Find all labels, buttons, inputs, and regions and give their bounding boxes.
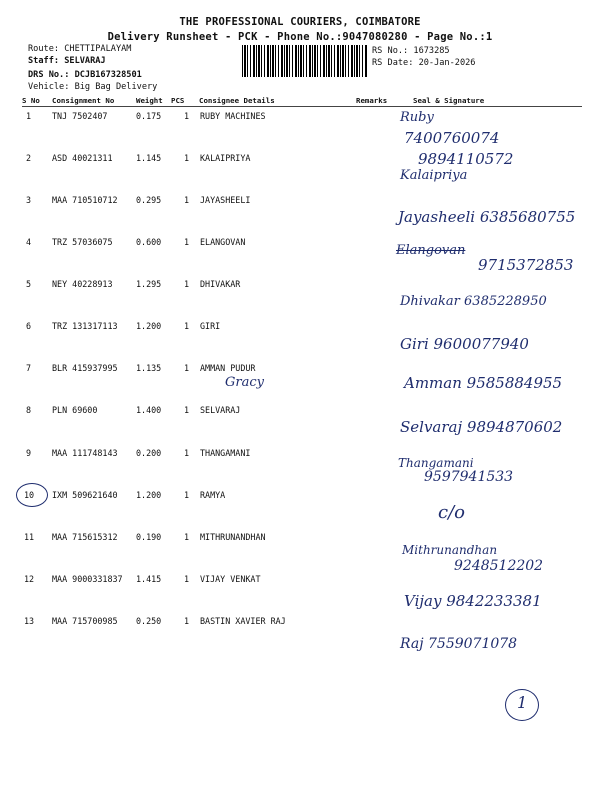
row-sno: 12: [24, 574, 35, 584]
row-sno: 1: [26, 111, 32, 121]
row-pcs: 1: [184, 237, 190, 247]
row-consignee: THANGAMANI: [200, 448, 251, 458]
row-consignment: MAA 715615312: [52, 532, 118, 542]
row-weight: 1.200: [136, 490, 162, 500]
row-sno: 7: [26, 363, 32, 373]
row-consignment: MAA 710510712: [52, 195, 118, 205]
row-pcs: 1: [184, 616, 190, 626]
col-remarks: Remarks: [356, 96, 388, 105]
row-pcs: 1: [184, 490, 190, 500]
row-consignee: RUBY MACHINES: [200, 111, 266, 121]
row-sno: 3: [26, 195, 32, 205]
rs-number: RS No.: 1673285: [372, 46, 450, 56]
row-consignee: GIRI: [200, 321, 221, 331]
row-consignee: SELVARAJ: [200, 405, 241, 415]
row-weight: 0.200: [136, 448, 162, 458]
row-consignee: AMMAN PUDUR: [200, 363, 256, 373]
row-sno: 6: [26, 321, 32, 331]
phone-1: 7400760074: [404, 129, 500, 147]
page-mark-text: 1: [517, 693, 528, 712]
runsheet-subtitle: Delivery Runsheet - PCK - Phone No.:9047080280 - Page No.:1: [107, 31, 493, 43]
row-consignee: KALAIPRIYA: [200, 153, 251, 163]
col-pcs: PCS: [171, 96, 185, 105]
signature-2: Kalaipriya: [400, 168, 468, 183]
signature-8: Selvaraj 9894870602: [400, 418, 563, 436]
row-sno: 13: [24, 616, 35, 626]
row-pcs: 1: [184, 532, 190, 542]
row-pcs: 1: [184, 574, 190, 584]
barcode-image: [242, 45, 368, 77]
row-consignment: TNJ 7502407: [52, 111, 108, 121]
signature-1: Ruby: [400, 110, 434, 125]
row-pcs: 1: [184, 111, 190, 121]
row-weight: 1.295: [136, 279, 162, 289]
row-consignment: PLN 69600: [52, 405, 98, 415]
route-info: Route: CHETTIPALAYAM: [28, 44, 132, 54]
col-weight: Weight: [136, 96, 163, 105]
staff-info: Staff: SELVARAJ: [28, 56, 106, 66]
row-weight: 0.295: [136, 195, 162, 205]
row-pcs: 1: [184, 448, 190, 458]
row-pcs: 1: [184, 405, 190, 415]
row-consignee: ELANGOVAN: [200, 237, 246, 247]
row-consignment: MAA 715700985: [52, 616, 118, 626]
row-weight: 0.250: [136, 616, 162, 626]
row-weight: 1.200: [136, 321, 162, 331]
signature-11: Mithrunandhan: [402, 543, 498, 557]
signature-12: Vijay 9842233381: [404, 592, 542, 610]
row-consignee: BASTIN XAVIER RAJ: [200, 616, 286, 626]
signature-6: Giri 9600077940: [400, 335, 529, 353]
header-rule: [22, 106, 582, 107]
row-weight: 0.175: [136, 111, 162, 121]
row-consignee: RAMYA: [200, 490, 226, 500]
row-consignment: NEY 40228913: [52, 279, 113, 289]
row-consignee: DHIVAKAR: [200, 279, 241, 289]
phone-2: 9894110572: [418, 150, 514, 168]
row-consignment: MAA 111748143: [52, 448, 118, 458]
note-7: Gracy: [225, 375, 264, 390]
row-weight: 1.145: [136, 153, 162, 163]
row-consignment: IXM 509621640: [52, 490, 118, 500]
vehicle-info: Vehicle: Big Bag Delivery: [28, 82, 158, 92]
row-consignee: VIJAY VENKAT: [200, 574, 261, 584]
row-pcs: 1: [184, 195, 190, 205]
handwritten-page-mark: [505, 689, 539, 721]
signature-10: c/o: [438, 502, 465, 523]
row-sno: 10: [24, 490, 35, 500]
row-sno: 8: [26, 405, 32, 415]
phone-4: 9715372853: [478, 256, 574, 274]
row-consignee: MITHRUNANDHAN: [200, 532, 266, 542]
row-consignment: MAA 9000331837: [52, 574, 123, 584]
row-pcs: 1: [184, 363, 190, 373]
phone-11: 9248512202: [454, 558, 544, 574]
phone-9: 9597941533: [424, 469, 514, 485]
signature-13: Raj 7559071078: [400, 636, 518, 652]
col-sno: S No: [22, 96, 40, 105]
row-weight: 1.415: [136, 574, 162, 584]
drs-info: DRS No.: DCJB167328501: [28, 70, 142, 80]
row-sno: 2: [26, 153, 32, 163]
signature-4: Elangovan: [396, 243, 466, 258]
signature-9: Thangamani: [398, 456, 474, 470]
row-consignee: JAYASHEELI: [200, 195, 251, 205]
row-consignment: TRZ 57036075: [52, 237, 113, 247]
rs-date: RS Date: 20-Jan-2026: [372, 58, 476, 68]
row-sno: 4: [26, 237, 32, 247]
company-title: THE PROFESSIONAL COURIERS, COIMBATORE: [179, 16, 421, 28]
row-consignment: BLR 415937995: [52, 363, 118, 373]
row-weight: 0.600: [136, 237, 162, 247]
row-weight: 0.190: [136, 532, 162, 542]
row-consignment: TRZ 131317113: [52, 321, 118, 331]
row-pcs: 1: [184, 153, 190, 163]
row-weight: 1.135: [136, 363, 162, 373]
col-consignment: Consignment No: [52, 96, 115, 105]
row-sno: 5: [26, 279, 32, 289]
signature-7: Amman 9585884955: [404, 374, 563, 392]
row-sno: 9: [26, 448, 32, 458]
row-pcs: 1: [184, 321, 190, 331]
col-signature: Seal & Signature: [413, 96, 485, 105]
col-consignee: Consignee Details: [199, 96, 275, 105]
row-sno: 11: [24, 532, 35, 542]
row-pcs: 1: [184, 279, 190, 289]
signature-5: Dhivakar 6385228950: [400, 294, 547, 309]
row-consignment: ASD 40021311: [52, 153, 113, 163]
signature-3: Jayasheeli 6385680755: [398, 208, 576, 226]
row-weight: 1.400: [136, 405, 162, 415]
